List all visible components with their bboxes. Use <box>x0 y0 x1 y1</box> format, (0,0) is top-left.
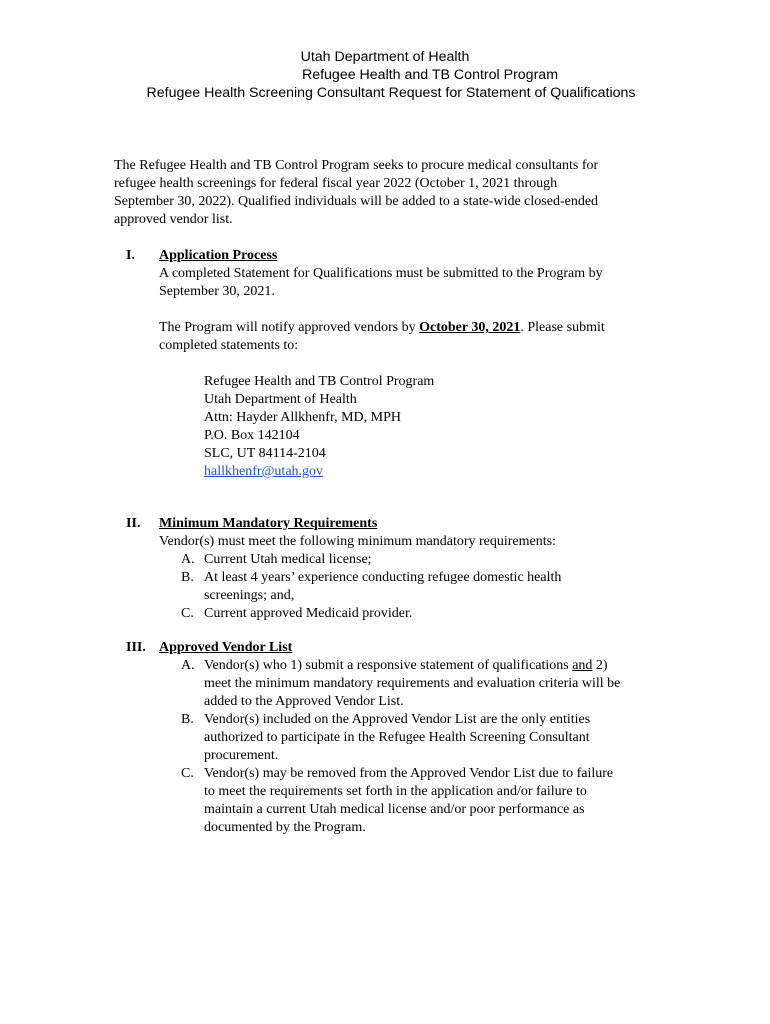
address-line: Utah Department of Health <box>204 392 357 407</box>
list-label: A. <box>181 552 195 567</box>
list-label: A. <box>181 658 195 673</box>
list-line: to meet the requirements set forth in the application and/or failure to <box>204 784 587 799</box>
list-text: Vendor(s) who 1) submit a responsive statement of qualifications <box>204 658 573 673</box>
list-item <box>159 657 679 711</box>
emphasis-and: and <box>572 658 593 673</box>
address-line: P.O. Box 142104 <box>204 428 300 443</box>
list-line: Vendor(s) may be removed from the Approved Vendor List due to failure <box>204 766 614 781</box>
intro-line: September 30, 2022). Qualified individuals will be added to a state-wide closed-ended <box>114 194 599 209</box>
header-request-title: Refugee Health Screening Consultant Request for Statement of Qualifications <box>146 85 636 101</box>
intro-line: approved vendor list. <box>114 212 233 227</box>
list-line <box>204 657 679 675</box>
section-numeral: II. <box>126 516 141 531</box>
body-line: A completed Statement for Qualifications must be submitted to the Program by <box>159 266 603 281</box>
body-line: Vendor(s) must meet the following minimum mandatory requirements: <box>159 534 556 549</box>
list-line: procurement. <box>204 748 279 763</box>
intro-paragraph <box>114 157 654 229</box>
address-line: Attn: Hayder Allkhenfr, MD, MPH <box>204 410 401 425</box>
section-title: Application Process <box>159 248 278 263</box>
notify-date: October 30, 2021 <box>419 320 521 335</box>
list-line: maintain a current Utah medical license and/or poor performance as <box>204 802 585 817</box>
notify-suffix: . Please submit <box>520 320 605 335</box>
intro-line: The Refugee Health and TB Control Program seeks to procure medical consultants for <box>114 158 599 173</box>
section-title: Approved Vendor List <box>159 640 293 655</box>
section-title: Minimum Mandatory Requirements <box>159 516 378 531</box>
list-label: C. <box>181 606 194 621</box>
mailing-address <box>159 373 679 481</box>
list-item <box>159 551 679 569</box>
list-label: B. <box>181 712 194 727</box>
notify-prefix: The Program will notify approved vendors by <box>159 320 420 335</box>
list-line: Current approved Medicaid provider. <box>204 606 413 621</box>
address-line: SLC, UT 84114-2104 <box>204 446 326 461</box>
list-item <box>159 765 679 837</box>
list-line: At least 4 years’ experience conducting refugee domestic health <box>204 570 562 585</box>
notify-line <box>159 319 679 337</box>
list-line: Current Utah medical license; <box>204 552 372 567</box>
list-item <box>159 605 679 623</box>
section-numeral: III. <box>126 640 146 655</box>
list-line: screenings; and, <box>204 588 295 603</box>
section-numeral: I. <box>126 248 135 263</box>
email-link[interactable]: hallkhenfr@utah.gov <box>204 464 324 479</box>
header-department: Utah Department of Health <box>300 49 470 65</box>
list-line: Vendor(s) included on the Approved Vendor List are the only entities <box>204 712 591 727</box>
list-label: B. <box>181 570 194 585</box>
list-item <box>159 711 679 765</box>
list-text: 2) <box>592 658 608 673</box>
header-program: Refugee Health and TB Control Program <box>301 67 559 83</box>
list-line: documented by the Program. <box>204 820 366 835</box>
list-line: added to the Approved Vendor List. <box>204 694 404 709</box>
list-line: authorized to participate in the Refugee Health Screening Consultant <box>204 730 590 745</box>
body-line: September 30, 2021. <box>159 284 275 299</box>
list-line: meet the minimum mandatory requirements and evaluation criteria will be <box>204 676 621 691</box>
list-item <box>159 569 679 605</box>
address-line: Refugee Health and TB Control Program <box>204 374 435 389</box>
list-label: C. <box>181 766 194 781</box>
body-line: completed statements to: <box>159 338 299 353</box>
intro-line: refugee health screenings for federal fiscal year 2022 (October 1, 2021 through <box>114 176 558 191</box>
